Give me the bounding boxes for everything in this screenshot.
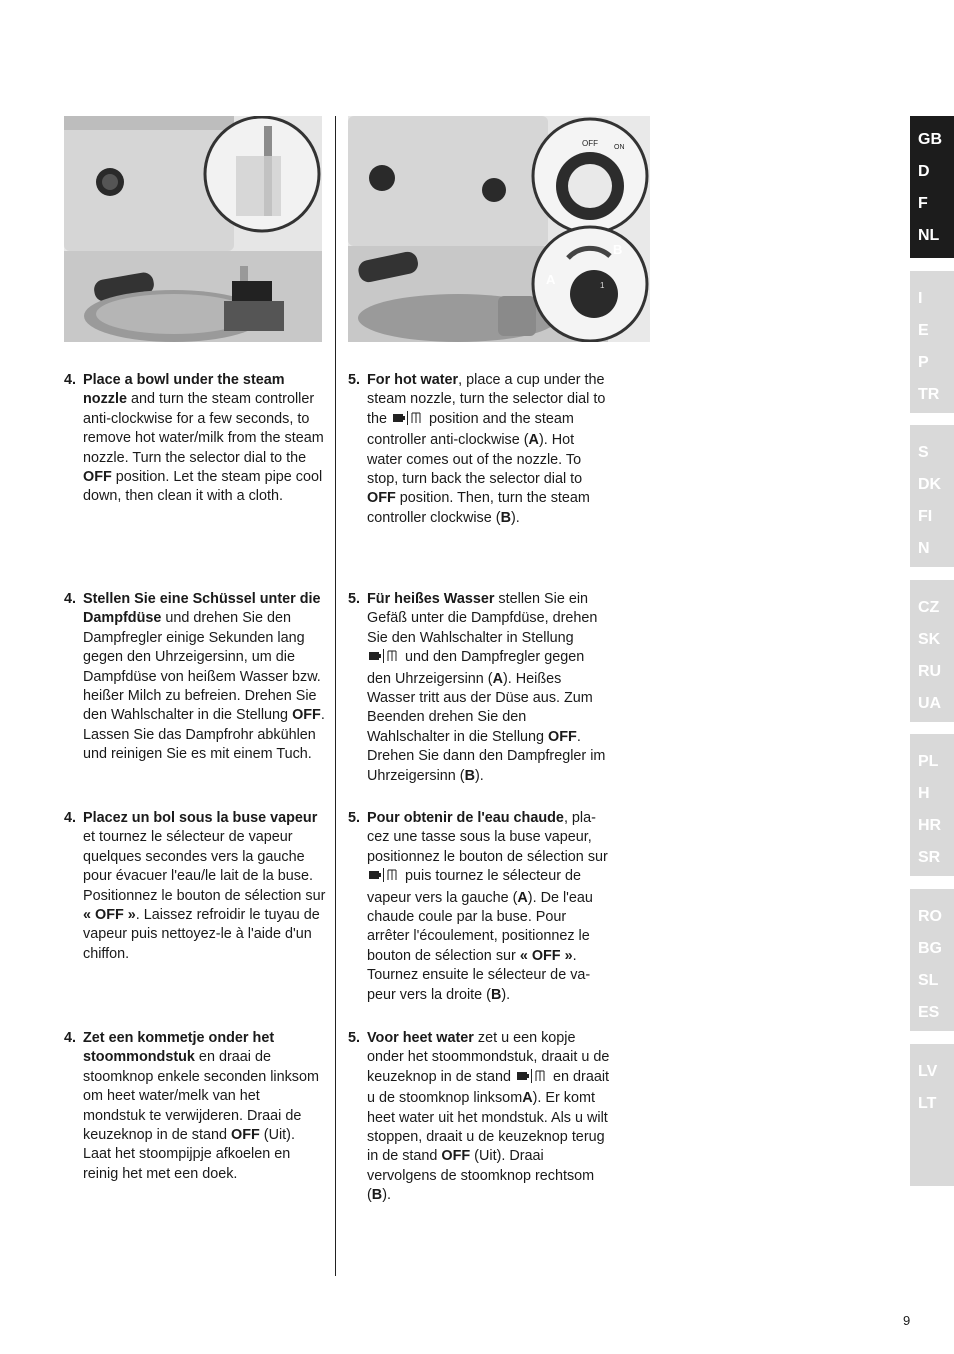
steam-nozzle-cleaning-photo [64, 116, 322, 342]
lang-tab-d[interactable]: D [918, 163, 930, 180]
language-group-6 [910, 889, 954, 1031]
lang-tab-sr[interactable]: SR [918, 849, 941, 866]
language-group-7 [910, 1044, 954, 1186]
lang-tab-nl[interactable]: NL [918, 227, 940, 244]
lang-tab-sl[interactable]: SL [918, 972, 939, 989]
lang-tab-pl[interactable]: PL [918, 753, 939, 770]
hot-water-steam-icon [369, 649, 399, 669]
arrow-a-label: A [546, 272, 556, 287]
step-number: 5. [348, 1030, 361, 1046]
language-group-5 [910, 734, 954, 876]
language-group-3 [910, 425, 954, 567]
step-number: 5. [348, 372, 361, 388]
lang-tab-ua[interactable]: UA [918, 695, 942, 712]
lang-tab-e[interactable]: E [918, 322, 929, 339]
hot-water-selector-photo [348, 116, 650, 342]
step-number: 5. [348, 810, 361, 826]
lang-tab-ro[interactable]: RO [918, 908, 942, 925]
language-group-2 [910, 271, 954, 413]
lang-tab-bg[interactable]: BG [918, 940, 942, 957]
lang-tab-lt[interactable]: LT [918, 1095, 937, 1112]
on-label: ON [614, 144, 625, 151]
hot-water-steam-icon [517, 1069, 547, 1089]
lang-tab-p[interactable]: P [918, 354, 929, 371]
hot-water-steam-icon [393, 411, 423, 431]
lang-tab-cz[interactable]: CZ [918, 599, 940, 616]
step-number: 4. [64, 591, 77, 607]
step-number: 5. [348, 591, 361, 607]
language-group-active [910, 116, 954, 258]
lang-tab-gb[interactable]: GB [918, 131, 942, 148]
page-number: 9 [903, 1313, 911, 1328]
knob-mark-label: 1 [600, 281, 605, 290]
lang-tab-lv[interactable]: LV [918, 1063, 938, 1080]
step-number: 4. [64, 372, 77, 388]
lang-tab-ru[interactable]: RU [918, 663, 942, 680]
lang-tab-n[interactable]: N [918, 540, 930, 557]
lang-tab-h[interactable]: H [918, 785, 930, 802]
step-number: 4. [64, 1030, 77, 1046]
arrow-b-label: B [613, 242, 623, 257]
lang-tab-sk[interactable]: SK [918, 631, 941, 648]
step-number: 4. [64, 810, 77, 826]
lang-tab-f[interactable]: F [918, 195, 928, 212]
lang-tab-s[interactable]: S [918, 444, 929, 461]
lang-tab-es[interactable]: ES [918, 1004, 940, 1021]
off-label: OFF [582, 139, 598, 148]
language-group-4 [910, 580, 954, 722]
hot-water-steam-icon [369, 868, 399, 888]
column-divider [335, 116, 336, 1276]
lang-tab-dk[interactable]: DK [918, 476, 942, 493]
lang-tab-i[interactable]: I [918, 290, 923, 307]
lang-tab-hr[interactable]: HR [918, 817, 942, 834]
lang-tab-tr[interactable]: TR [918, 386, 940, 403]
lang-tab-fi[interactable]: FI [918, 508, 933, 525]
